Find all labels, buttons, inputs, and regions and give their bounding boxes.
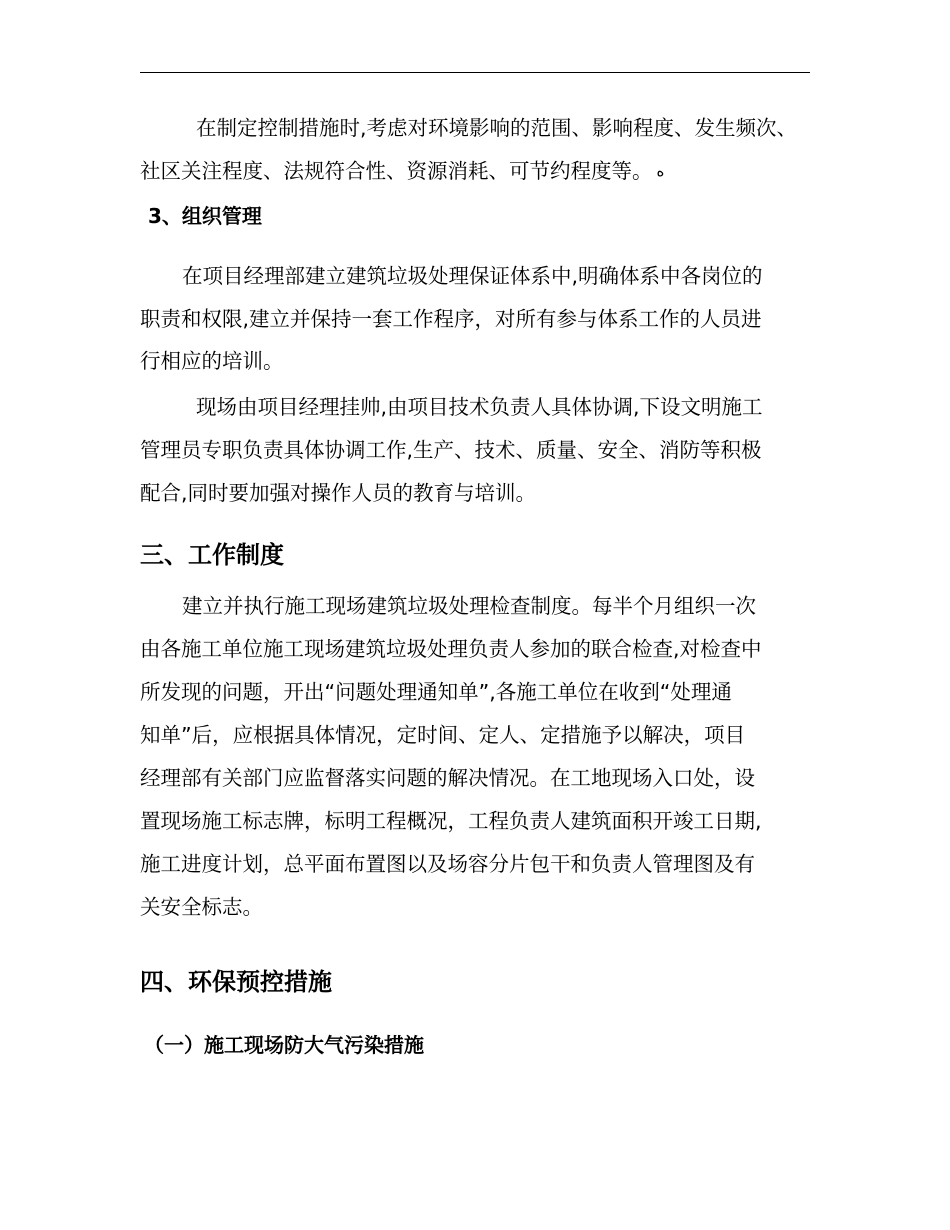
subsection-heading-air-pollution: （一）施工现场防大气污染措施 — [144, 1033, 424, 1057]
header-rule — [140, 72, 810, 73]
section-heading-organization: 3、组织管理 — [148, 204, 262, 228]
para4-line-1: 建立并执行施工现场建筑垃圾处理检查制度。每半个月组织一次 — [182, 594, 756, 618]
para3-line-2: 管理员专职负责具体协调工作,生产、技术、质量、安全、消防等积极 — [140, 438, 762, 462]
para1-line-1: 在制定控制措施时,考虑对环境影响的范围、影响程度、发生频次、 — [196, 116, 798, 140]
para2-line-2: 职责和权限,建立并保持一套工作程序，对所有参与体系工作的人员进 — [140, 307, 762, 331]
para3-line-3: 配合,同时要加强对操作人员的教育与培训。 — [140, 481, 537, 505]
para4-line-7: 施工进度计划，总平面布置图以及场容分片包干和负责人管理图及有 — [140, 852, 755, 876]
para1-line-2 — [140, 157, 664, 185]
para4-line-5: 经理部有关部门应监督落实问题的解决情况。在工地现场入口处，设 — [140, 766, 755, 790]
para2-line-1: 在项目经理部建立建筑垃圾处理保证体系中,明确体系中各岗位的 — [182, 264, 763, 288]
para1-line-2-text: 社区关注程度、法规符合性、资源消耗、可节约程度等。 — [140, 159, 653, 183]
chapter-heading-work-system: 三、工作制度 — [140, 541, 284, 569]
para4-line-3: 所发现的问题，开出“问题处理通知单”,各施工单位在收到“处理通 — [140, 680, 732, 704]
para4-line-6: 置现场施工标志牌，标明工程概况，工程负责人建筑面积开竣工日期, — [140, 809, 762, 833]
para4-line-4: 知单”后，应根据具体情况，定时间、定人、定措施予以解决，项目 — [140, 723, 746, 747]
para4-line-8: 关安全标志。 — [140, 895, 263, 919]
chapter-heading-env-protection: 四、环保预控措施 — [140, 968, 332, 996]
para3-line-1: 现场由项目经理挂帅,由项目技术负责人具体协调,下设文明施工 — [196, 395, 763, 419]
para4-line-2: 由各施工单位施工现场建筑垃圾处理负责人参加的联合检查,对检查中 — [140, 637, 762, 661]
paragraph-end-mark: ﻩ — [656, 162, 665, 180]
para2-line-3: 行相应的培训。 — [140, 349, 284, 373]
